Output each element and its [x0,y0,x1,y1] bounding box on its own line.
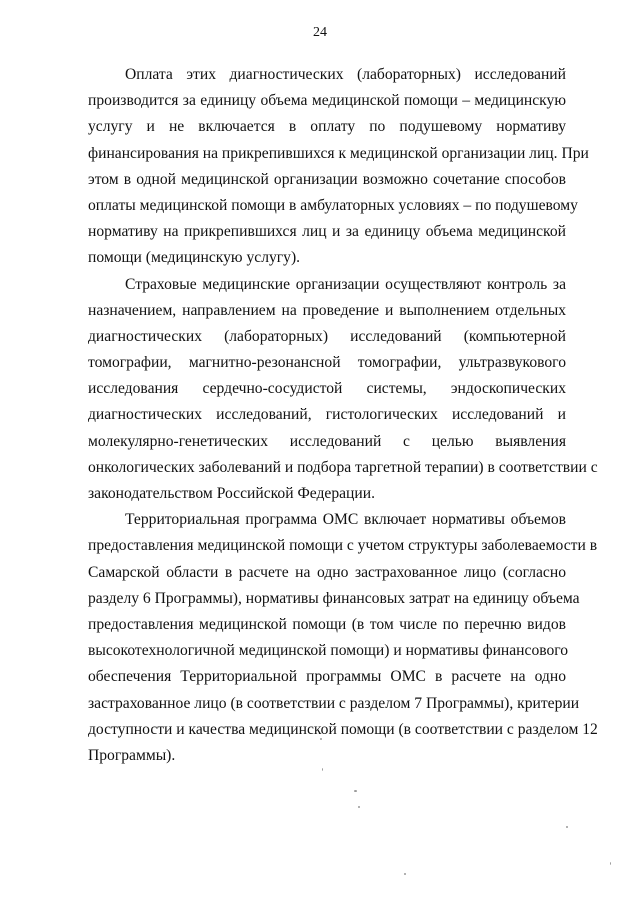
text-line: доступности и качества медицинской помощи (в соответствии с разделом 12 [88,720,598,738]
scan-speck [404,873,406,875]
text-line: Самарской области в расчете на одно застрахованное лицо (согласно [88,563,566,581]
text-line: этом в одной медицинской организации возможно сочетание способов [88,170,566,188]
text-line: назначением, направлением на проведение и выполнением отдельных [88,301,566,319]
text-line: Программы). [88,746,176,764]
text-line: помощи (медицинскую услугу). [88,249,301,267]
text-line: законодательством Российской Федерации. [88,485,375,502]
text-line: нормативу на прикрепившихся лиц и за единицу объема медицинской [88,223,566,241]
scan-speck [354,790,357,792]
scan-speck [322,768,323,771]
document-body [88,62,598,769]
text-line: разделу 6 Программы), нормативы финансовых затрат на единицу объема [88,589,580,607]
text-line: высокотехнологичной медицинской помощи) и нормативы финансового [88,642,569,660]
text-line: предоставления медицинской помощи с учетом структуры заболеваемости в [88,537,598,555]
text-line: финансирования на прикрепившихся к медицинской организации лиц. При [88,144,589,162]
paragraph-insurance-control [88,272,598,508]
page-number: 24 [313,25,327,40]
scan-speck [566,826,568,828]
text-line: диагностических (лабораторных) исследований (компьютерной [88,327,566,345]
text-line: диагностических исследований, гистологических исследований и [88,406,566,424]
scan-speck [358,806,360,808]
text-line: томографии, магнитно-резонансной томографии, ультразвукового [88,354,566,372]
text-line: предоставления медицинской помощи (в том числе по перечню видов [88,615,566,633]
text-line: исследования сердечно-сосудистой системы, эндоскопических [88,380,566,398]
text-line: застрахованное лицо (в соответствии с разделом 7 Программы), критерии [88,694,580,712]
text-line: обеспечения Территориальной программы ОМС в расчете на одно [88,668,566,686]
scan-speck [320,738,322,740]
scan-speck [610,862,611,865]
text-line: услугу и не включается в оплату по подушевому нормативу [88,118,566,136]
paragraph-payment [88,62,589,272]
text-line: оплаты медицинской помощи в амбулаторных условиях – по подушевому [88,196,578,214]
text-line: производится за единицу объема медицинской помощи – медицинскую [88,92,566,110]
text-line: Страховые медицинские организации осуществляют контроль за [125,275,566,293]
text-line: Территориальная программа ОМС включает нормативы объемов [125,511,566,529]
paragraph-territorial-program [88,507,598,769]
text-line: молекулярно-генетических исследований с целью выявления [88,432,566,450]
text-line: Оплата этих диагностических (лабораторных) исследований [125,66,566,83]
text-line: онкологических заболеваний и подбора таргетной терапии) в соответствии с [88,458,598,476]
